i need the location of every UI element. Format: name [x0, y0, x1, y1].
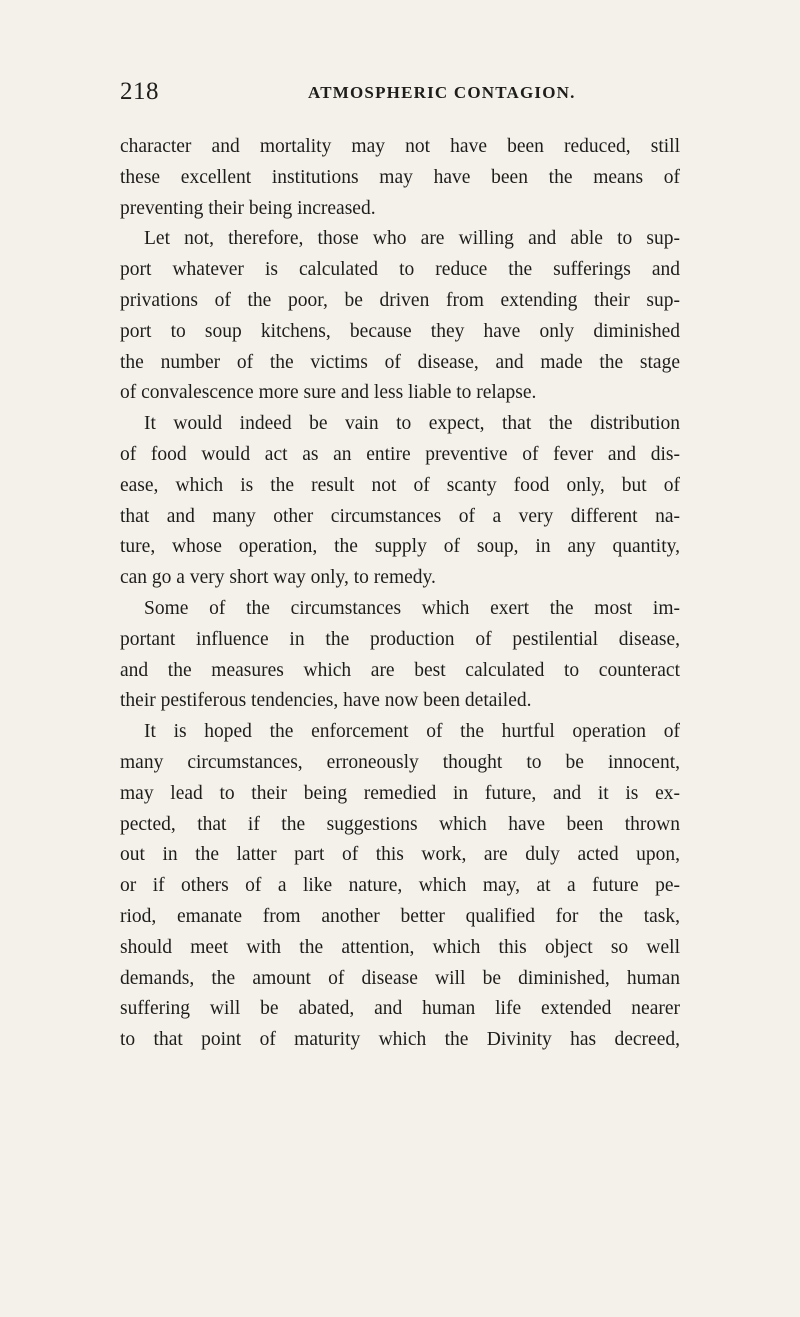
text-line: character and mortality may not have been reduced, still: [120, 136, 680, 157]
running-title: ATMOSPHERIC CONTAGION.: [308, 83, 576, 102]
text-line: and the measures which are best calculated to counteract: [120, 659, 680, 681]
text-line: privations of the poor, be driven from extending their sup-: [120, 289, 680, 311]
text-line: the number of the victims of disease, and made the stage: [120, 351, 680, 373]
text-line: may lead to their being remedied in future, and it is ex-: [120, 782, 680, 804]
text-line: riod, emanate from another better qualified for the task,: [120, 905, 680, 927]
text-line: port to soup kitchens, because they have only diminished: [120, 320, 680, 342]
text-line: portant influence in the production of pestilential disease,: [120, 628, 680, 650]
text-line: that and many other circumstances of a very different na-: [120, 505, 680, 527]
text-line: these excellent institutions may have been the means of: [120, 166, 680, 188]
text-line: their pestiferous tendencies, have now been detailed.: [120, 690, 532, 712]
body-text: [120, 132, 680, 1056]
text-line: many circumstances, erroneously thought to be innocent,: [120, 751, 680, 773]
text-line: out in the latter part of this work, are duly acted upon,: [120, 844, 680, 866]
page-header: [120, 78, 680, 112]
text-line: Let not, therefore, those who are willing and able to sup-: [144, 228, 680, 250]
text-line: ease, which is the result not of scanty food only, but of: [120, 474, 680, 496]
page-number: 218: [120, 78, 159, 105]
text-line: It would indeed be vain to expect, that the distribution: [144, 413, 680, 435]
text-line: to that point of maturity which the Divinity has decreed,: [120, 1029, 680, 1051]
text-line: or if others of a like nature, which may, at a future pe-: [120, 875, 680, 897]
text-line: of food would act as an entire preventive of fever and dis-: [120, 443, 680, 465]
text-line: demands, the amount of disease will be diminished, human: [120, 967, 680, 989]
text-line: pected, that if the suggestions which have been thrown: [120, 813, 680, 835]
text-line: can go a very short way only, to remedy.: [120, 567, 436, 589]
text-line: ture, whose operation, the supply of soup, in any quantity,: [120, 536, 680, 558]
text-line: preventing their being increased.: [120, 197, 376, 219]
text-line: suffering will be abated, and human life extended nearer: [120, 998, 680, 1020]
text-line: It is hoped the enforcement of the hurtful operation of: [144, 721, 680, 743]
text-line: Some of the circumstances which exert the most im-: [144, 597, 680, 619]
text-line: port whatever is calculated to reduce the sufferings and: [120, 259, 680, 281]
text-line: should meet with the attention, which this object so well: [120, 936, 680, 958]
text-line: of convalescence more sure and less liable to relapse.: [120, 382, 537, 404]
